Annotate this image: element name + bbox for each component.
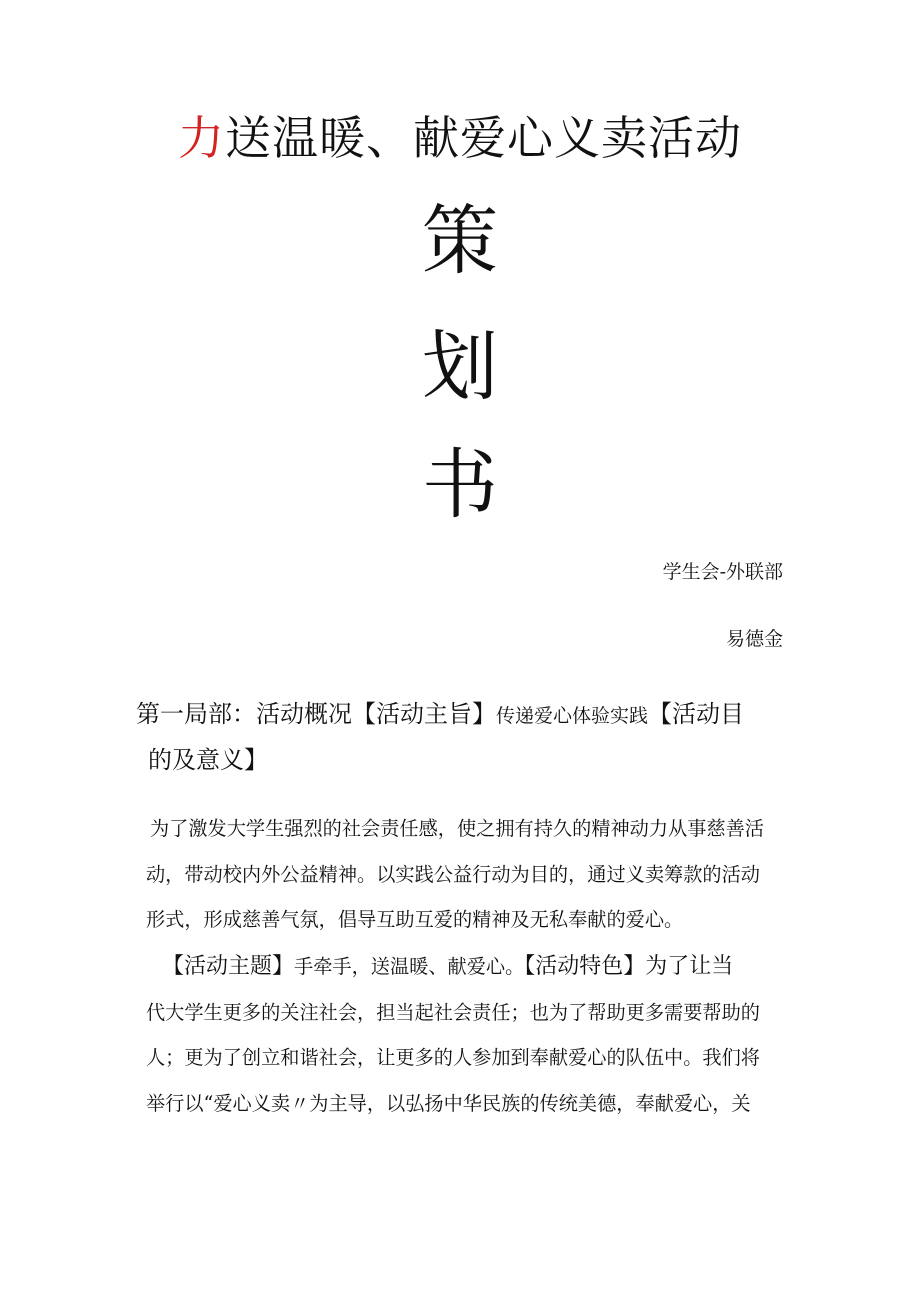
paragraph-line: 举行以“爱心义卖〃为主导，以弘扬中华民族的传统美德，奉献爱心，关 [146,1091,751,1115]
title-text: 送温暖、献爱心义卖活动 [225,111,742,165]
theme-label: 【活动主题】 [162,954,295,979]
document-title [0,108,920,168]
paragraph-line: 形式，形成慈善气氛，倡导互助互爱的精神及无私奉献的爱心。 [146,908,684,931]
section-heading-line-2: 的及意义】 [148,746,268,774]
paragraph-theme [146,944,788,1126]
paragraph-line: 动，带动校内外公益精神。以实践公益行动为目的，通过义卖筹款的活动 [146,862,760,886]
section-heading-part-b: 传递爱心体验实践 [496,705,649,727]
signature-org: 学生会-外联部 [662,561,783,583]
feature-text-start: 为了让当 [645,954,734,979]
paragraph-purpose [146,806,788,943]
paragraph-line: 为了激发大学生强烈的社会责任感，使之拥有持久的精神动力从事慈善活 [150,817,764,840]
paragraph-line: 人；更为了创立和谐社会，让更多的人参加到奉献爱心的队伍中。我们将 [146,1046,760,1069]
section-heading-part-a: 第一局部：活动概况【活动主旨】 [136,700,496,728]
section-heading [136,692,796,782]
feature-label: 【活动特色】 [524,954,646,979]
big-title-char-2: 划 [422,322,498,411]
big-title-char-3: 书 [422,440,498,529]
signature-name: 易德金 [725,628,783,650]
title-accent-char: 力 [178,111,225,165]
theme-text: 手牵手，送温暖、献爱心。 [294,955,525,978]
big-title-char-1: 策 [422,196,498,285]
paragraph-line: 代大学生更多的关注社会，担当起社会责任；也为了帮助更多需要帮助的 [146,1000,760,1024]
section-heading-part-c: 【活动目 [648,700,745,728]
